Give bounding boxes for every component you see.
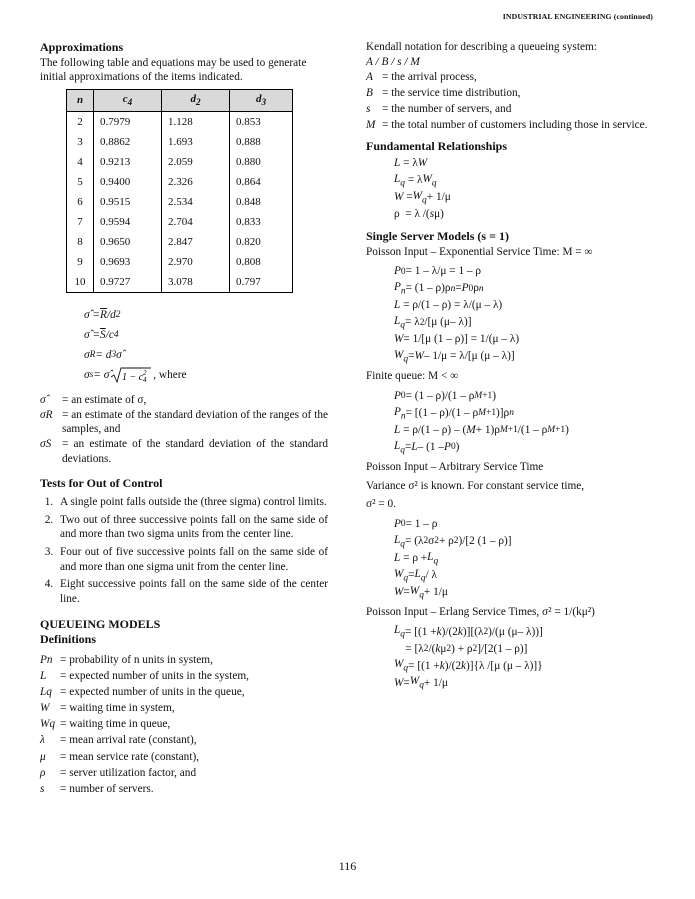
- list-item: 4. Eight successive points fall on the same side of the center line.: [56, 577, 328, 606]
- definition-symbol: L: [40, 669, 47, 682]
- arbitrary-equations: [394, 516, 662, 601]
- definition-row: [40, 749, 328, 765]
- fundamental-equations: [394, 155, 662, 223]
- table-cell-d3: 0.833: [230, 212, 293, 232]
- eq-p0-finite: P 0 = (1 – ρ)/(1 – ρ M+1 ): [394, 390, 497, 403]
- definition-row: [40, 765, 328, 781]
- table-cell-d3: 0.797: [230, 272, 293, 293]
- table-cell-d3: 0.853: [230, 111, 293, 132]
- erlang-heading: Poisson Input – Erlang Service Times, σ² = 1/(kμ²): [366, 605, 595, 618]
- table-cell-c4: 0.9213: [94, 152, 162, 172]
- table-cell-d3: 0.808: [230, 252, 293, 272]
- def-sym: σR: [40, 408, 53, 421]
- table-cell-d2: 3.078: [162, 272, 230, 293]
- tests-list: [40, 495, 328, 607]
- table-row: [67, 252, 293, 272]
- def-text: = an estimate of the standard deviation of the standard deviations.: [62, 437, 328, 465]
- table-header-row: [67, 89, 293, 111]
- def-sigma-s: [40, 437, 328, 466]
- definition-symbol: A: [366, 71, 373, 83]
- left-column: [40, 40, 328, 797]
- definition-row: [40, 700, 328, 716]
- exponential-equations: [394, 263, 662, 365]
- approximations-intro: The following table and equations may be used to generate initial approximations of the items indicated.: [40, 56, 307, 84]
- table-row: [67, 152, 293, 172]
- table-cell-d2: 2.704: [162, 212, 230, 232]
- table-cell-c4: 0.9650: [94, 232, 162, 252]
- table-row: [67, 132, 293, 152]
- definition-row: [366, 117, 662, 133]
- eq-little-l: L = λ W: [394, 157, 428, 170]
- table-cell-d3: 0.848: [230, 192, 293, 212]
- poisson-exponential-heading: Poisson Input – Exponential Service Time: M = ∞: [366, 245, 593, 258]
- approximations-heading: Approximations: [40, 40, 124, 54]
- arbitrary-service-heading: Poisson Input – Arbitrary Service Time: [366, 460, 544, 473]
- svg-text:2: 2: [143, 368, 147, 377]
- table-cell-n: 10: [67, 272, 94, 293]
- definition-text: = probability of n units in system,: [60, 653, 213, 666]
- def-text: = an estimate of the standard deviation of the ranges of the samples, and: [62, 408, 328, 436]
- eq-lq-finite: $L_q$ = L – (1 – P 0 ): [394, 439, 460, 455]
- eq-w: W = $W_q$ + 1/μ: [394, 189, 451, 205]
- eq-l-finite: L = ρ/(1 – ρ) – ( M + 1)ρ M+1 /(1 – ρ M+1 ): [394, 424, 569, 437]
- table-cell-d2: 2.970: [162, 252, 230, 272]
- eq-pn-finite: $P_n$ = [(1 – ρ)/(1 – ρ M+1 )]ρ n: [394, 405, 514, 421]
- table-cell-n: 5: [67, 172, 94, 192]
- definition-symbol: Wq: [40, 718, 56, 731]
- table-cell-d2: 1.693: [162, 132, 230, 152]
- definition-text: = mean arrival rate (constant),: [60, 734, 197, 747]
- table-cell-c4: 0.9594: [94, 212, 162, 232]
- tests-heading: Tests for Out of Control: [40, 476, 163, 491]
- definition-text: = server utilization factor, and: [60, 766, 197, 779]
- running-header: INDUSTRIAL ENGINEERING (continued): [502, 12, 653, 21]
- table-cell-n: 3: [67, 132, 94, 152]
- definition-symbol: s: [366, 103, 371, 115]
- definition-row: [366, 101, 662, 117]
- table-cell-n: 9: [67, 252, 94, 272]
- table-cell-d3: 0.888: [230, 132, 293, 152]
- definition-text: = the total number of customers including those in service.: [382, 119, 648, 131]
- header-d3: $d_3$: [230, 89, 293, 111]
- definition-row: [40, 652, 328, 668]
- definition-row: [40, 733, 328, 749]
- eq-lq-arb: $L_q$ = (λ 2 σ 2 + ρ 2 )/[2 (1 – ρ)]: [394, 533, 512, 549]
- sigma-definitions: [40, 393, 328, 466]
- svg-text:4: 4: [143, 375, 147, 384]
- single-server-heading: Single Server Models (s = 1): [366, 228, 509, 243]
- table-cell-n: 2: [67, 111, 94, 132]
- control-chart-constants-table: [66, 89, 293, 293]
- kendall-notation: A / B / s / M: [366, 55, 420, 68]
- table-row: [67, 172, 293, 192]
- erlang-equations: [394, 624, 662, 692]
- table-cell-d2: 2.326: [162, 172, 230, 192]
- finite-queue-heading: Finite queue: M < ∞: [366, 370, 459, 383]
- definition-text: = waiting time in system,: [60, 702, 175, 715]
- table-row: [67, 272, 293, 293]
- table-cell-c4: 0.9400: [94, 172, 162, 192]
- table-cell-n: 6: [67, 192, 94, 212]
- svg-text:1 − c: 1 − c: [122, 371, 144, 383]
- queueing-heading: QUEUEING MODELS: [40, 616, 161, 631]
- eq-w-erlang: W = $W_q$ + 1/μ: [394, 675, 448, 691]
- definition-symbol: Lq: [40, 685, 52, 698]
- eq-lq-erlang-2: = [λ 2 /( k μ 2 ) + ρ 2 ]/[2(1 – ρ)]: [394, 642, 528, 655]
- definition-text: = waiting time in queue,: [60, 718, 171, 731]
- definition-row: [366, 85, 662, 101]
- table-cell-n: 8: [67, 232, 94, 252]
- def-text: = an estimate of σ,: [62, 393, 147, 406]
- table-cell-c4: 0.9515: [94, 192, 162, 212]
- eq-p0-arb: P 0 = 1 – ρ: [394, 518, 438, 531]
- variance-text: Variance σ² is known. For constant service time,: [366, 479, 585, 492]
- definition-row: [40, 684, 328, 700]
- right-column: [366, 40, 662, 692]
- queueing-definitions: [40, 652, 328, 798]
- eq-l: L = ρ/(1 – ρ) = λ/(μ – λ): [394, 299, 503, 312]
- header-n: n: [67, 89, 94, 111]
- formula-sigma-r: σ R = d 3 σ̂: [84, 348, 122, 361]
- definition-text: = mean service rate (constant),: [60, 750, 200, 763]
- definition-row: [40, 717, 328, 733]
- definition-symbol: ρ: [40, 766, 46, 779]
- definition-text: = the service time distribution,: [382, 87, 521, 99]
- def-sym: σS: [40, 437, 52, 450]
- page-number: 116: [338, 859, 357, 873]
- table-cell-n: 7: [67, 212, 94, 232]
- list-item: 3. Four out of five successive points fall on the same side of and more than one sigma unit from the center line.: [56, 545, 328, 574]
- table-cell-d2: 2.534: [162, 192, 230, 212]
- table-cell-c4: 0.9727: [94, 272, 162, 293]
- table-cell-c4: 0.9693: [94, 252, 162, 272]
- table-cell-c4: 0.8862: [94, 132, 162, 152]
- def-sigma-hat: [40, 393, 328, 408]
- definition-symbol: Pn: [40, 653, 53, 666]
- formula-sigma-s: σ s = σ̂ 1 − c 4 2 , where: [84, 368, 187, 384]
- definition-row: [366, 69, 662, 85]
- eq-p0: P 0 = 1 – λ/μ = 1 – ρ: [394, 265, 482, 278]
- kendall-intro: Kendall notation for describing a queueing system:: [366, 41, 597, 53]
- finite-queue-equations: [394, 388, 662, 456]
- sigma-estimate-formulas: [84, 305, 328, 385]
- eq-lq: $L_q$ = λ 2 /[μ (μ– λ)]: [394, 314, 472, 331]
- header-d2: $d_2$: [162, 89, 230, 111]
- table-cell-n: 4: [67, 152, 94, 172]
- table-cell-d3: 0.820: [230, 232, 293, 252]
- table-row: [67, 111, 293, 132]
- definition-text: = the arrival process,: [382, 71, 477, 83]
- table-cell-d3: 0.880: [230, 152, 293, 172]
- definition-symbol: s: [40, 783, 45, 796]
- eq-wq-erlang: $W_q$ = [(1 + k )/(2 k )]{λ /[μ (μ – λ)]}: [394, 658, 543, 674]
- table-cell-c4: 0.7979: [94, 111, 162, 132]
- definition-text: = number of servers.: [60, 783, 154, 796]
- table-cell-d2: 2.847: [162, 232, 230, 252]
- eq-w: W = 1/[μ (1 – ρ)] = 1/(μ – λ): [394, 333, 520, 346]
- eq-wq-arb: $W_q$ = $L_q$ / λ: [394, 567, 437, 583]
- sigma-zero-text: σ² = 0.: [366, 498, 396, 511]
- definition-text: = expected number of units in the system,: [60, 669, 249, 682]
- definitions-heading: Definitions: [40, 632, 97, 647]
- table-cell-d2: 2.059: [162, 152, 230, 172]
- table-row: [67, 212, 293, 232]
- definition-symbol: μ: [40, 750, 46, 763]
- definition-row: [40, 781, 328, 797]
- definition-row: [40, 668, 328, 684]
- kendall-definitions: [366, 69, 662, 133]
- list-item: 1. A single point falls outside the (three sigma) control limits.: [56, 495, 328, 510]
- table-cell-d2: 1.128: [162, 111, 230, 132]
- eq-wq: $W_q$ = W – 1/μ = λ/[μ (μ – λ)]: [394, 348, 515, 365]
- eq-little-lq: $L_q$ = λ $W_q$: [394, 172, 437, 188]
- where-text: , where: [153, 368, 187, 381]
- definition-symbol: λ: [40, 734, 45, 747]
- header-c4: $c_4$: [94, 89, 162, 111]
- list-item: 2. Two out of three successive points fall on the same side of and more than two sigma units from the center line.: [56, 513, 328, 542]
- formula-sigma-hat: σ̂ = $\overline{R}$ /d 2: [84, 308, 121, 321]
- definition-symbol: M: [366, 119, 376, 131]
- definition-symbol: W: [40, 702, 50, 715]
- formula-sigma-hat-s: σ̂ = $\overline{S}$ /c 4: [84, 328, 119, 341]
- table-row: [67, 192, 293, 212]
- definition-symbol: B: [366, 87, 373, 99]
- eq-lq-erlang: $L_q$ = [(1 + k )/(2 k )][(λ 2 )/(μ (μ– λ))]: [394, 624, 543, 640]
- definition-text: = expected number of units in the queue,: [60, 685, 245, 698]
- eq-w-arb: W = $W_q$ + 1/μ: [394, 584, 448, 600]
- table-cell-d3: 0.864: [230, 172, 293, 192]
- eq-l-arb: L = ρ + $L_q$: [394, 550, 439, 566]
- table-row: [67, 232, 293, 252]
- def-sym: σ̂: [40, 393, 46, 406]
- fundamental-heading: Fundamental Relationships: [366, 139, 508, 154]
- eq-pn: $P_n$ = (1 – ρ)ρ n = P 0 ρ n: [394, 280, 484, 297]
- definition-text: = the number of servers, and: [382, 103, 512, 115]
- eq-rho: ρ = λ /( s μ): [394, 208, 444, 221]
- def-sigma-r: [40, 408, 328, 437]
